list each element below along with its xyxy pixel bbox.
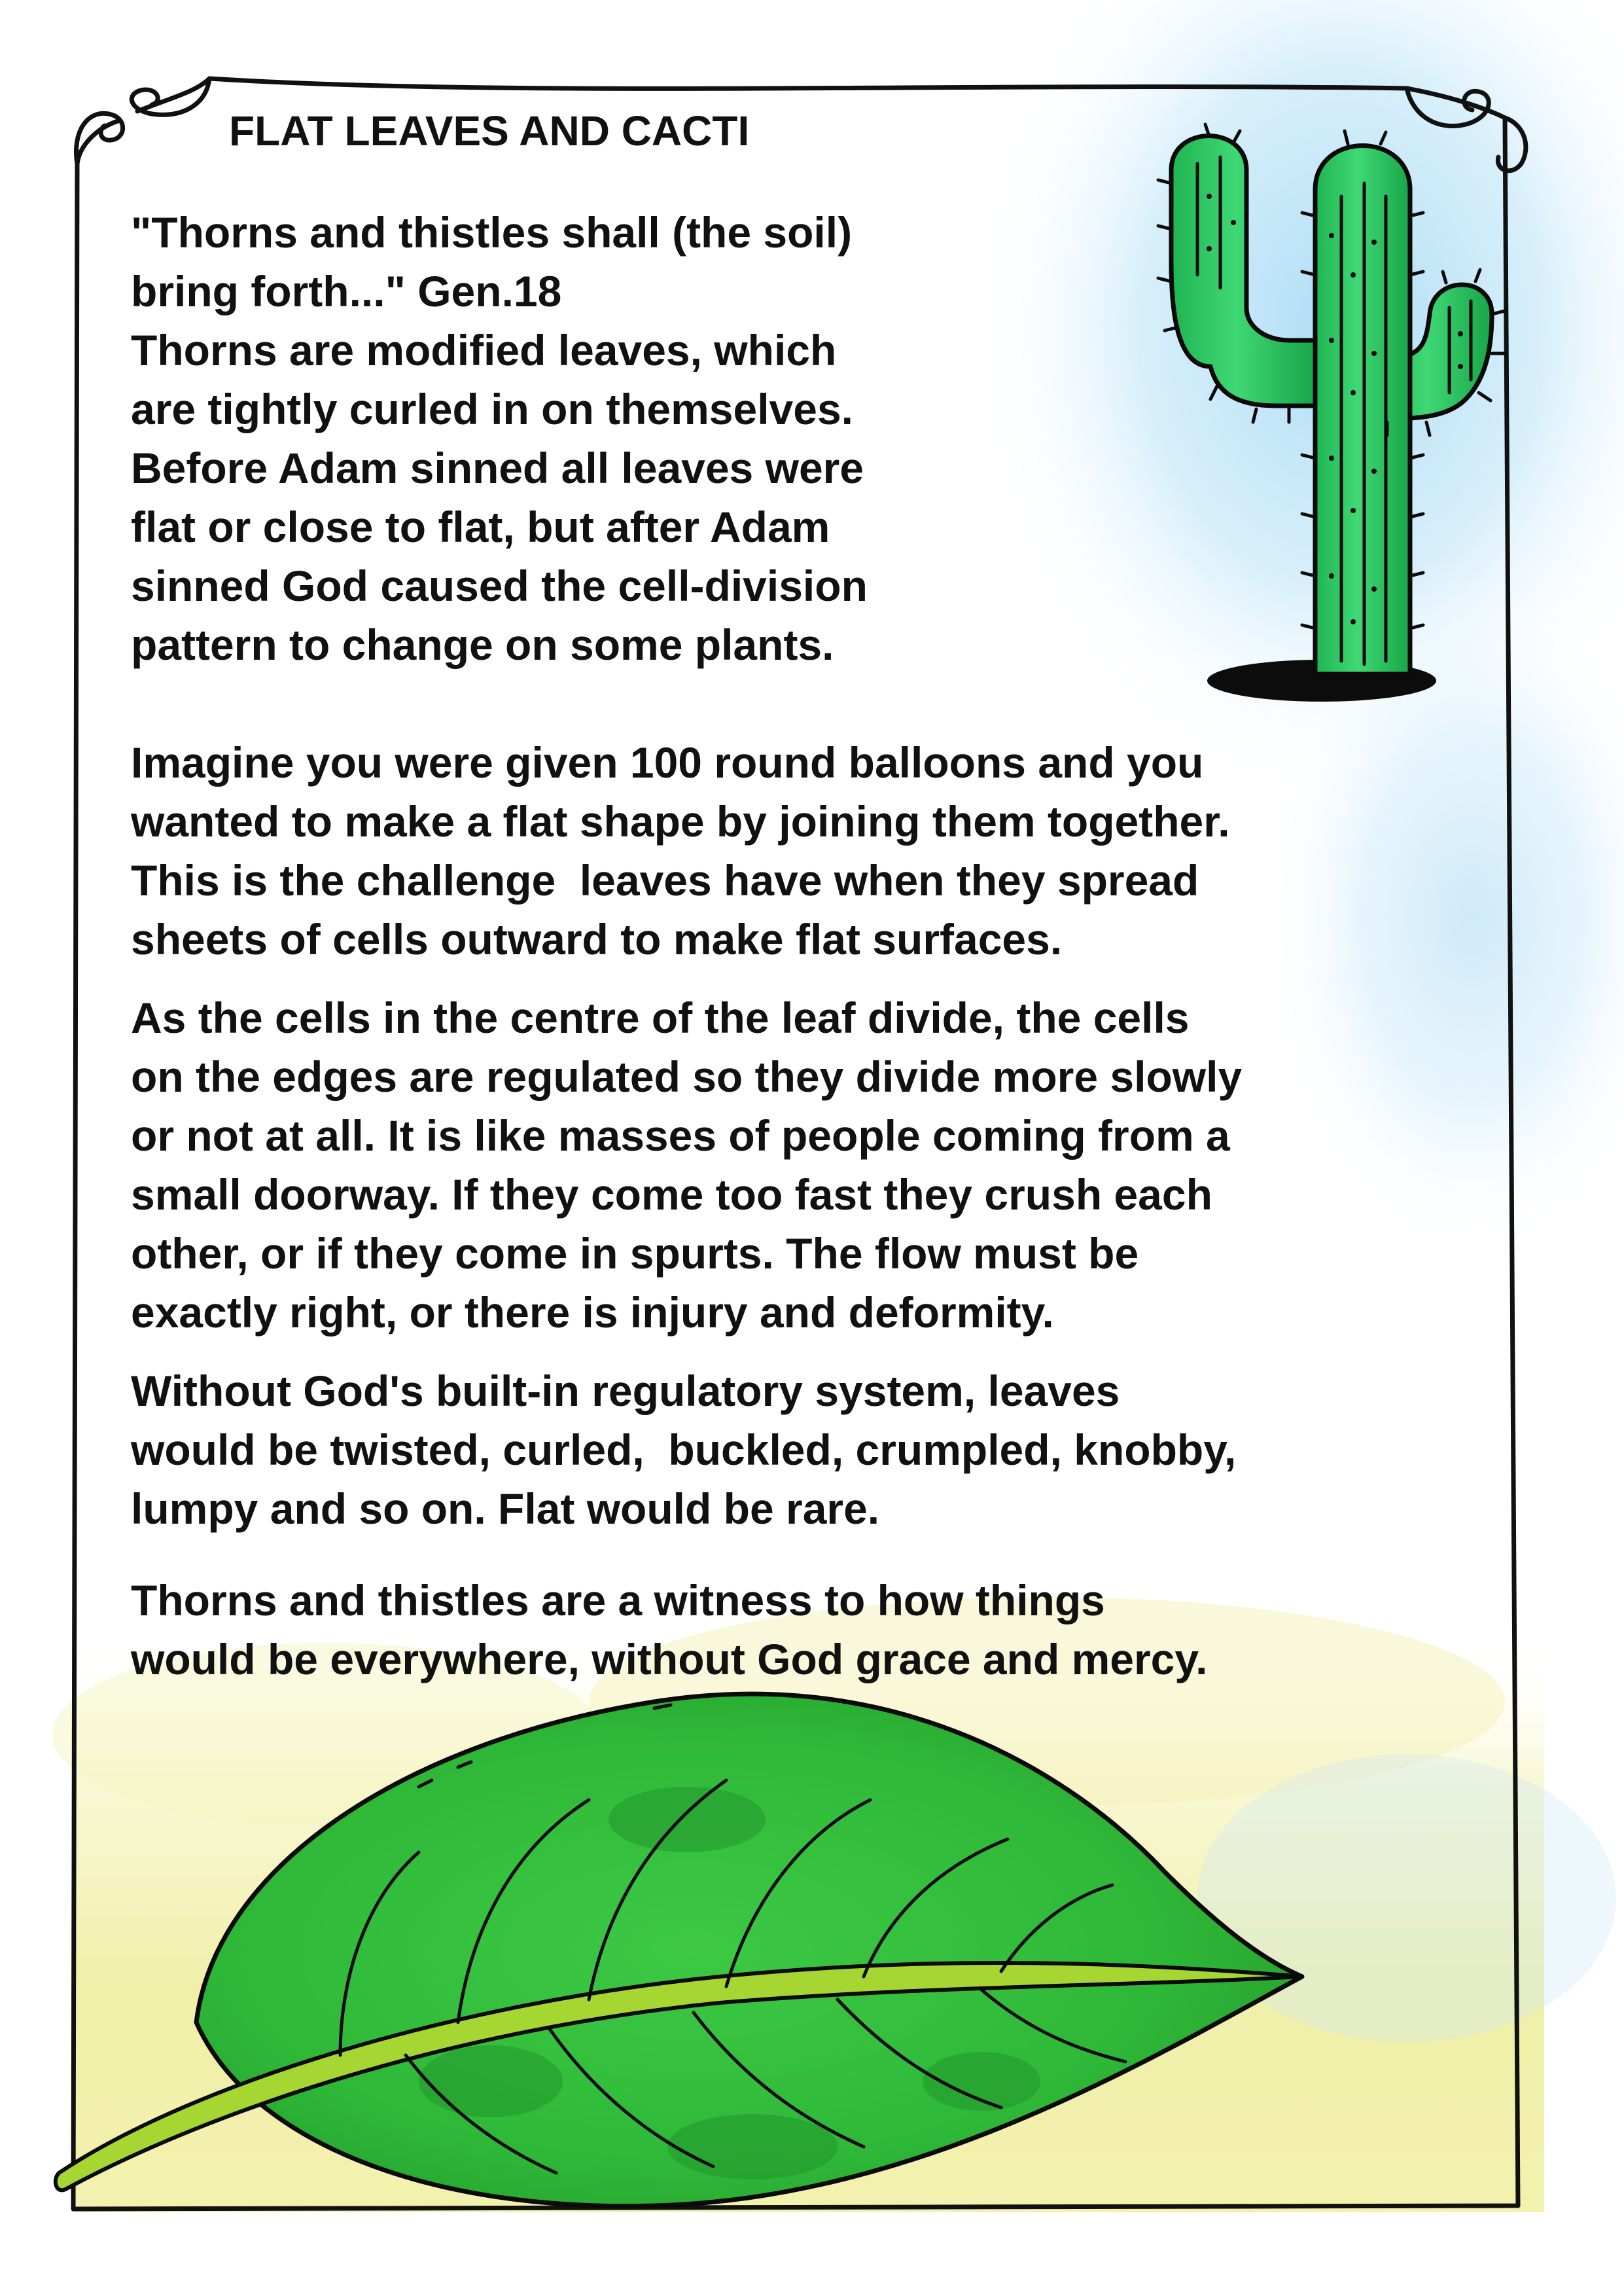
paragraph-balloons: Imagine you were given 100 round balloons and you wanted to make a flat shape by joining them together. This is the challenge leaves have when they spread sheets of cells outward to make flat surfaces. [131, 738, 1230, 963]
paragraph-thorns-intro: "Thorns and thistles shall (the soil) bring forth..." Gen.18 Thorns are modified leaves, which are tightly curled in on themselves. Before Adam sinned all leaves were flat or close to flat, but after Adam sinned God caused the cell-division pattern to change on some plants. [131, 208, 868, 669]
paragraph-cell-division: As the cells in the centre of the leaf divide, the cells on the edges are regulated so they divide more slowly or not at all. It is like masses of people coming from a small doorway. If they come too fast they crush each other, or if they come in spurts. The flow must be exactly right, or there is injury and deformity. [131, 994, 1243, 1336]
paragraph-witness: Thorns and thistles are a witness to how things would be everywhere, without God grace and mercy. [131, 1576, 1208, 1683]
page-title: FLAT LEAVES AND CACTI [229, 107, 750, 154]
paragraph-regulatory-system: Without God's built-in regulatory system, leaves would be twisted, curled, buckled, crumpled, knobby, lumpy and so on. Flat would be rare. [131, 1367, 1237, 1533]
